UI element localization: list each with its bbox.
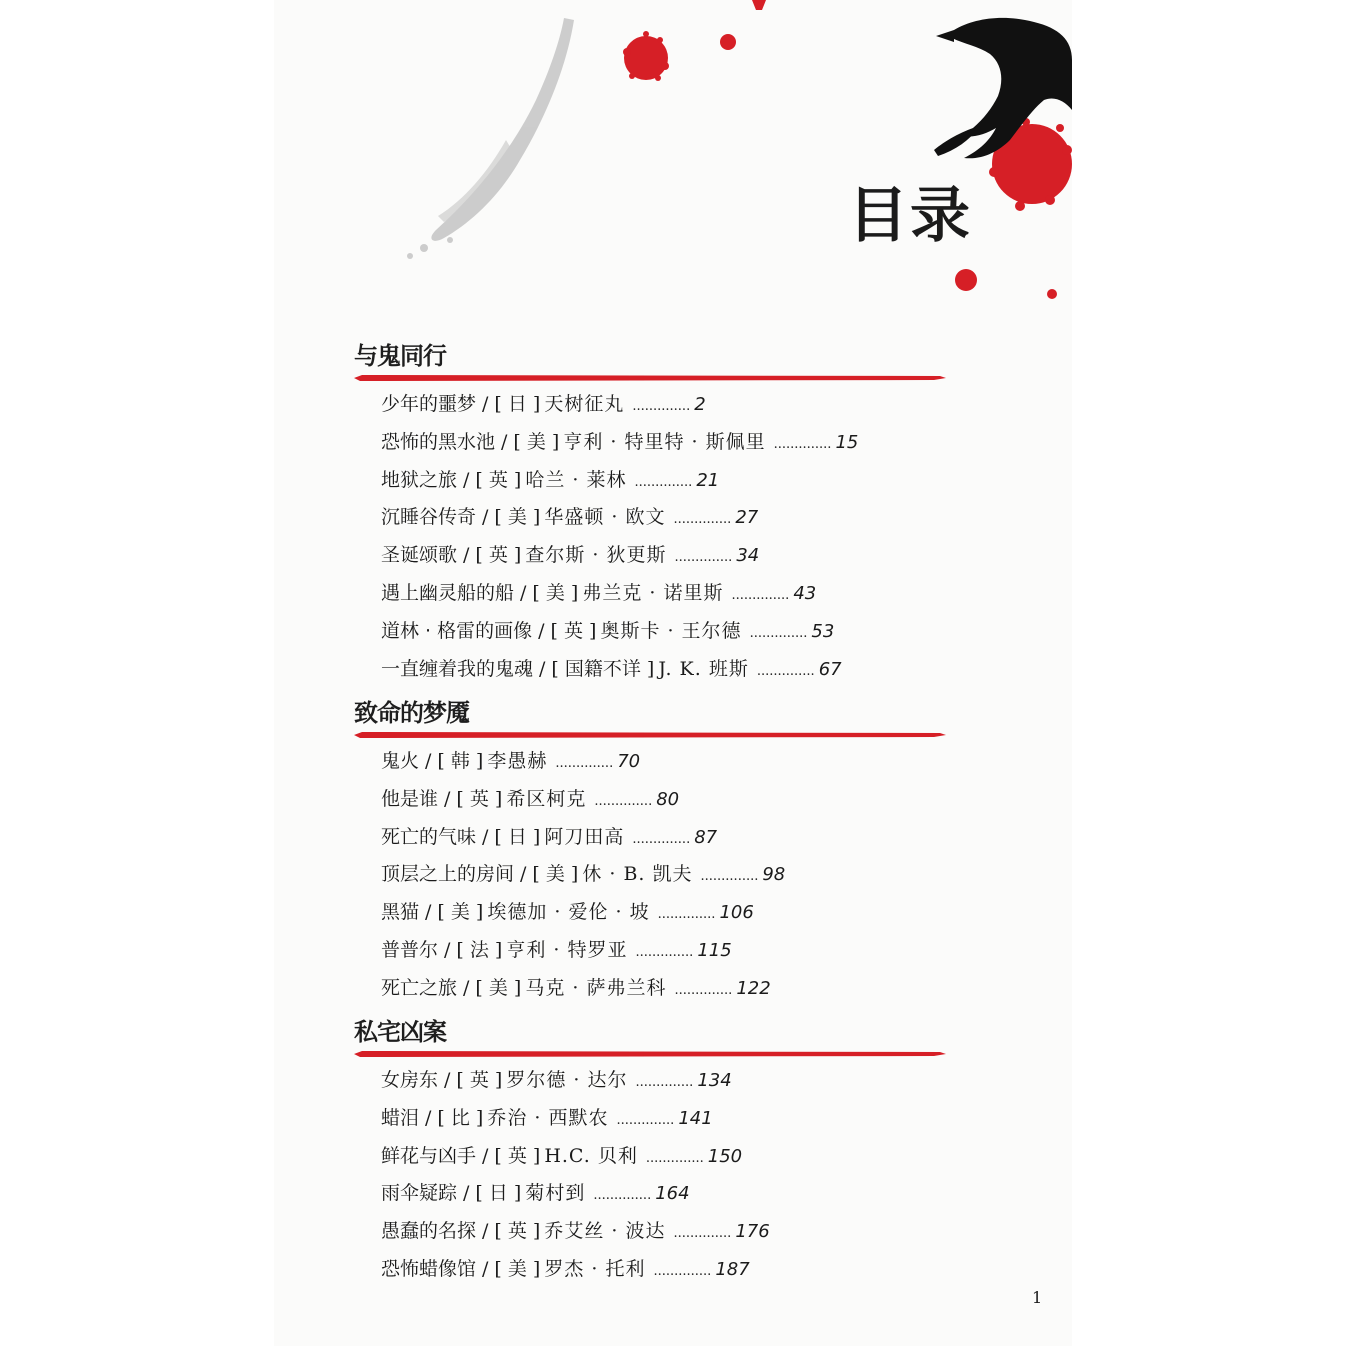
page-number: 1 — [1032, 1288, 1043, 1307]
toc-entry[interactable]: 顶层之上的房间 / [ 美 ] 休 · B. 凯夫 .............. 98 — [381, 863, 786, 886]
toc-entry[interactable]: 女房东 / [ 英 ] 罗尔德 · 达尔 .............. 134 — [381, 1069, 732, 1091]
toc-entry[interactable]: 黑猫 / [ 美 ] 埃德加 · 爱伦 · 坡 .............. 106 — [381, 901, 754, 924]
toc-entry[interactable]: 恐怖的黑水池 / [ 美 ] 亨利 · 特里特 · 斯佩里 .............. 15 — [381, 430, 859, 453]
toc-entry[interactable]: 少年的噩梦 / [ 日 ] 天树征丸 .............. 2 — [381, 393, 706, 415]
toc-section — [354, 1016, 946, 1289]
toc-entry[interactable]: 他是谁 / [ 英 ] 希区柯克 .............. 80 — [381, 787, 680, 810]
toc-entry[interactable]: 普普尔 / [ 法 ] 亨利 · 特罗亚 .............. 115 — [381, 938, 732, 961]
toc-entry[interactable]: 恐怖蜡像馆 / [ 美 ] 罗杰 · 托利 .............. 187 — [381, 1257, 750, 1280]
toc-entry[interactable]: 死亡的气味 / [ 日 ] 阿刀田高 .............. 87 — [381, 825, 718, 848]
toc-entry[interactable]: 鬼火 / [ 韩 ] 李愚赫 .............. 70 — [381, 750, 641, 772]
toc-entry[interactable]: 一直缠着我的鬼魂 / [ 国籍不详 ] J. K. 班斯 .............. 67 — [381, 657, 842, 680]
page-title: 目录 — [848, 181, 972, 251]
toc-section — [354, 697, 946, 1008]
ink-brush-stroke — [407, 18, 574, 259]
toc-entry[interactable]: 鲜花与凶手 / [ 英 ] H.C. 贝利 .............. 150 — [381, 1144, 743, 1167]
toc-entry[interactable]: 雨伞疑踪 / [ 日 ] 菊村到 .............. 164 — [381, 1182, 690, 1205]
section-title: 与鬼同行 — [354, 342, 446, 370]
toc-entry[interactable]: 地狱之旅 / [ 英 ] 哈兰 · 莱林 .............. 21 — [381, 468, 720, 491]
section-title: 私宅凶案 — [354, 1018, 446, 1046]
toc-entry[interactable]: 死亡之旅 / [ 美 ] 马克 · 萨弗兰科 .............. 122 — [381, 976, 771, 999]
red-brush-divider — [354, 374, 946, 382]
decorative-artwork — [274, 0, 1072, 320]
toc-entry[interactable]: 遇上幽灵船的船 / [ 美 ] 弗兰克 · 诺里斯 .............. 43 — [381, 581, 817, 604]
section-title: 致命的梦魇 — [354, 699, 469, 727]
toc-section — [354, 340, 946, 688]
red-brush-divider — [354, 731, 946, 739]
toc-entry[interactable]: 圣诞颂歌 / [ 英 ] 查尔斯 · 狄更斯 .............. 34 — [381, 544, 760, 567]
toc-entry[interactable]: 道林 · 格雷的画像 / [ 英 ] 奥斯卡 · 王尔德 .............. 53 — [381, 619, 835, 642]
toc-entry[interactable]: 愚蠢的名探 / [ 英 ] 乔艾丝 · 波达 .............. 176 — [381, 1220, 770, 1243]
toc-entry[interactable]: 沉睡谷传奇 / [ 美 ] 华盛顿 · 欧文 .............. 27 — [381, 506, 759, 529]
red-brush-divider — [354, 1050, 946, 1058]
book-page — [274, 0, 1072, 1346]
toc-entry[interactable]: 蜡泪 / [ 比 ] 乔治 · 西默农 .............. 141 — [381, 1106, 713, 1129]
